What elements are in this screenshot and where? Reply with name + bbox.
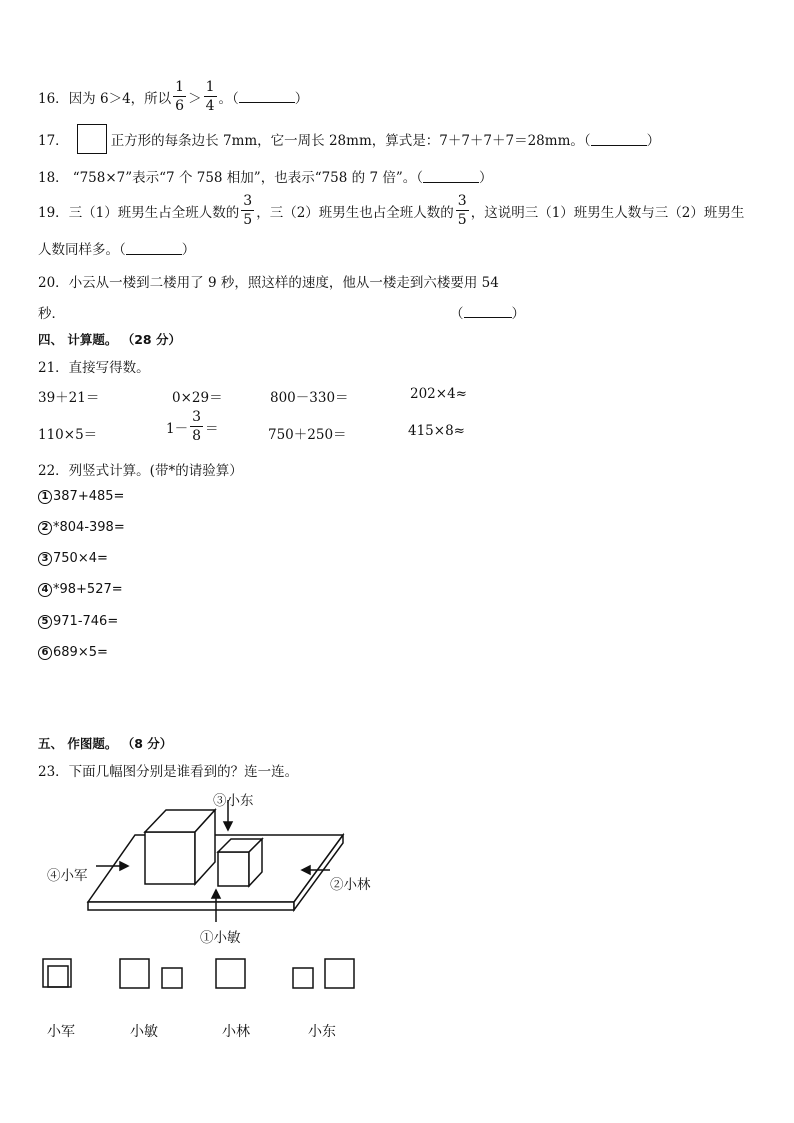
calc-item-fraction xyxy=(166,410,219,443)
vertical-calc-item xyxy=(38,614,118,629)
label-xiaodong-top: ③小东 xyxy=(213,793,254,809)
name-xiaojun[interactable]: 小军 xyxy=(47,1024,75,1040)
calc-expression: 971-746= xyxy=(53,614,119,629)
calc-expression: 689×5= xyxy=(53,645,108,660)
label-xiaomin-bottom: ①小敏 xyxy=(200,930,241,946)
calc-item: 39＋21＝ xyxy=(38,390,100,406)
vertical-calc-item xyxy=(38,645,108,660)
circled-number-5: 5 xyxy=(38,615,52,629)
question-20-line-2 xyxy=(38,302,65,322)
q17-paren-close: ） xyxy=(646,133,661,149)
circled-number-2: 2 xyxy=(38,521,52,535)
q16-text: 因为 6＞4，所以 xyxy=(68,90,172,107)
q18-number: 18． xyxy=(38,170,69,186)
vertical-calc-item xyxy=(38,489,124,504)
section-5-heading: 五、 作图题。 （8 分） xyxy=(38,736,173,751)
q22-title: 22．列竖式计算。(带*的请验算） xyxy=(38,463,243,479)
question-20 xyxy=(38,271,499,291)
q19-text-2: ，三（2）班男生也占全班人数的 xyxy=(256,204,454,221)
fraction-three-eighths: $\frac{3}{8}$ xyxy=(192,409,202,444)
label-xiaojun-left: ④小军 xyxy=(47,868,88,884)
q20-paren-open: （ xyxy=(450,306,464,322)
circled-number-3: 3 xyxy=(38,552,52,566)
question-19 xyxy=(38,194,744,227)
perspective-figure xyxy=(0,780,794,1080)
name-xiaodong[interactable]: 小东 xyxy=(308,1024,336,1040)
question-19-line-2 xyxy=(38,238,195,258)
q19-text-1: 三（1）班男生占全班人数的 xyxy=(68,204,240,221)
view-xiaojun-inner xyxy=(48,966,68,987)
circled-number-1: 1 xyxy=(38,490,52,504)
name-xiaolin[interactable]: 小林 xyxy=(222,1024,250,1040)
calc-expression: 750×4= xyxy=(53,551,108,566)
view-xiaodong-big xyxy=(325,959,354,988)
q16-number: 16． xyxy=(38,90,69,107)
big-cube-front xyxy=(145,832,195,884)
equals-sign: ＝ xyxy=(205,420,219,437)
view-xiaomin-big xyxy=(120,959,149,988)
q19-text-4: 人数同样多。（ xyxy=(38,242,126,258)
circled-number-6: 6 xyxy=(38,646,52,660)
small-cube-front xyxy=(218,852,249,886)
question-17 xyxy=(38,124,660,154)
q23-title: 23．下面几幅图分别是谁看到的？连一连。 xyxy=(38,764,299,780)
q19-text-3: ，这说明三（1）班男生人数与三（2）班男生 xyxy=(470,204,745,221)
answer-paren-20 xyxy=(450,302,525,322)
calc-item: 415×8≈ xyxy=(408,423,465,439)
view-xiaolin-big xyxy=(216,959,245,988)
q16-paren-open: 。（ xyxy=(218,90,239,107)
view-xiaodong-small xyxy=(293,968,313,988)
answer-blank-19[interactable] xyxy=(126,242,182,255)
answer-blank-17[interactable] xyxy=(591,133,647,146)
board-front xyxy=(88,902,294,910)
calc-expression: 387+485= xyxy=(53,489,125,504)
q18-text: “758×7”表示“7 个 758 相加”，也表示“758 的 7 倍”。（ xyxy=(72,170,423,186)
one-minus: 1－ xyxy=(166,420,189,437)
fraction-three-fifths-a: $\frac{3}{5}$ xyxy=(243,193,253,228)
calc-item: 0×29＝ xyxy=(172,390,223,406)
vertical-calc-item xyxy=(38,582,123,597)
answer-blank-20[interactable] xyxy=(464,305,512,318)
view-xiaomin-small xyxy=(162,968,182,988)
calc-item: 202×4≈ xyxy=(410,386,467,402)
q18-paren-close: ） xyxy=(478,170,493,186)
label-xiaolin-right: ②小林 xyxy=(330,877,371,893)
calc-item: 750＋250＝ xyxy=(268,427,347,443)
q20-paren-close: ） xyxy=(511,306,525,322)
answer-blank-16[interactable] xyxy=(239,90,295,103)
view-xiaojun-outer xyxy=(43,959,71,987)
question-16 xyxy=(38,80,308,113)
square-figure xyxy=(77,124,107,154)
greater-than-sign: ＞ xyxy=(188,90,202,107)
answer-blank-18[interactable] xyxy=(423,170,479,183)
q20-number: 20． xyxy=(38,275,69,291)
fraction-one-fourth: $\frac{1}{4}$ xyxy=(205,79,215,114)
q17-number: 17． xyxy=(38,133,69,149)
fraction-three-fifths-b: $\frac{3}{5}$ xyxy=(457,193,467,228)
circled-number-4: 4 xyxy=(38,583,52,597)
calc-expression: *804-398= xyxy=(53,520,125,535)
q21-title: 21．直接写得数。 xyxy=(38,360,150,376)
calc-item: 800－330＝ xyxy=(270,390,349,406)
calc-item: 110×5＝ xyxy=(38,427,98,443)
q20-text-2: 秒． xyxy=(38,306,65,322)
vertical-calc-item xyxy=(38,520,125,535)
q19-paren-close: ） xyxy=(181,242,196,258)
name-xiaomin[interactable]: 小敏 xyxy=(130,1024,158,1040)
section-4-heading: 四、 计算题。 （28 分） xyxy=(38,332,181,347)
calc-expression: *98+527= xyxy=(53,582,123,597)
q19-number: 19． xyxy=(38,204,69,221)
q20-text: 小云从一楼到二楼用了 9 秒，照这样的速度，他从一楼走到六楼要用 54 xyxy=(68,275,499,291)
q17-text: 正方形的每条边长 7mm，它一周长 28mm，算式是：7＋7＋7＋7＝28mm。（ xyxy=(110,133,591,149)
fraction-one-sixth: $\frac{1}{6}$ xyxy=(175,79,185,114)
q16-paren-close: ） xyxy=(294,90,309,107)
question-18 xyxy=(38,166,492,186)
vertical-calc-item xyxy=(38,551,108,566)
